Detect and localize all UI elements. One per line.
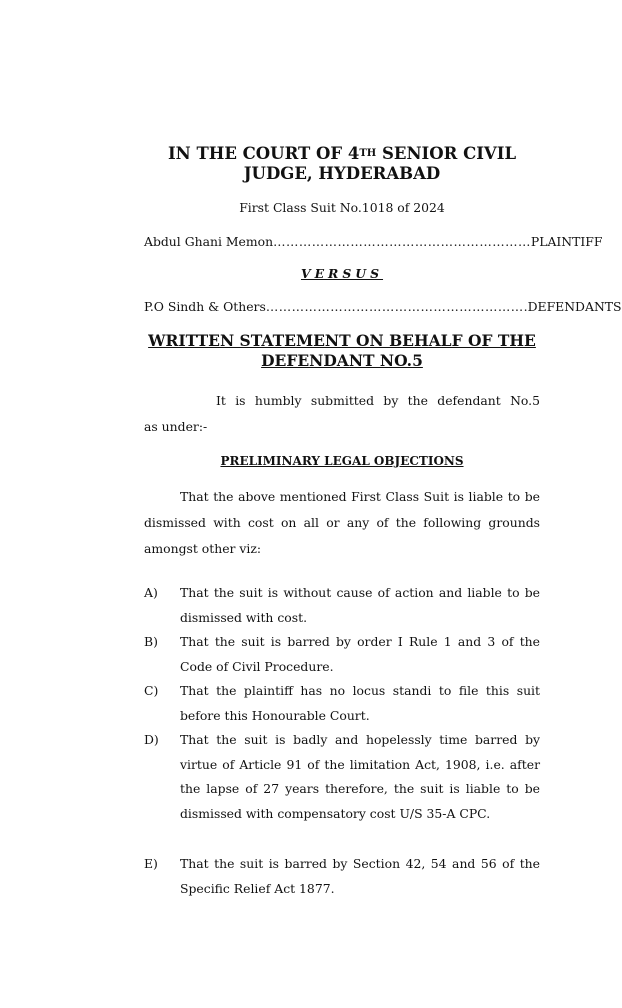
objection-text: That the suit is badly and hopelessly time barred by virtue of Article 91 of the limitation Act, 1908, i.e. after the lapse of 27 years therefore, the suit is liable to be dismissed with compensatory cost U/S 35-A CPC.	[180, 732, 540, 821]
objection-label: D)	[144, 732, 159, 747]
objection-label: E)	[144, 856, 158, 871]
defendants-name: P.O Sindh & Others	[144, 299, 266, 314]
objection-text: That the plaintiff has no locus standi to file this suit before this Honourable Court.	[180, 683, 540, 723]
objection-item	[144, 630, 540, 679]
suit-number: First Class Suit No.1018 of 2024	[239, 200, 445, 215]
intro-paragraph	[144, 388, 540, 440]
statement-title-line2: DEFENDANT NO.5	[261, 351, 423, 370]
objection-text: That the suit is without cause of action and liable to be dismissed with cost.	[180, 585, 540, 625]
written-statement-title	[144, 331, 540, 371]
objection-item	[144, 679, 540, 728]
plaintiff-role: PLAINTIFF	[530, 234, 603, 249]
objection-label: B)	[144, 634, 158, 649]
defendants-line	[144, 299, 622, 314]
intro-line2: as under:-	[144, 419, 208, 434]
objection-label: A)	[144, 585, 158, 600]
court-title-line1-rest: SENIOR CIVIL	[376, 144, 517, 163]
court-title-line1: IN THE COURT OF 4	[167, 144, 360, 163]
objection-label: C)	[144, 683, 159, 698]
intro-line1: It is humbly submitted by the defendant No.5	[216, 393, 540, 408]
objection-item	[144, 728, 540, 826]
objections-heading: PRELIMINARY LEGAL OBJECTIONS	[220, 454, 464, 468]
court-title-line2: JUDGE, HYDERABAD	[243, 164, 441, 183]
leader-dots: ……………………………………………………	[273, 234, 531, 249]
statement-title-line1: WRITTEN STATEMENT ON BEHALF OF THE	[148, 331, 536, 350]
objection-text: That the suit is barred by order I Rule 1 and 3 of the Code of Civil Procedure.	[180, 634, 540, 674]
objection-item	[144, 852, 540, 901]
plaintiff-name: Abdul Ghani Memon	[144, 234, 274, 249]
defendants-role: .DEFENDANTS	[523, 299, 622, 314]
court-title-superscript: TH	[359, 148, 377, 159]
plaintiff-line	[144, 234, 603, 249]
objection-text: That the suit is barred by Section 42, 54 and 56 of the Specific Relief Act 1877.	[180, 856, 540, 896]
court-title	[144, 144, 540, 184]
leader-dots: ……………………………………………………	[265, 299, 524, 314]
objection-item	[144, 581, 540, 630]
versus-heading: VERSUS	[300, 266, 384, 281]
objections-intro: That the above mentioned First Class Suit is liable to be dismissed with cost on all or any of the following grounds amongst other viz:	[144, 489, 540, 556]
